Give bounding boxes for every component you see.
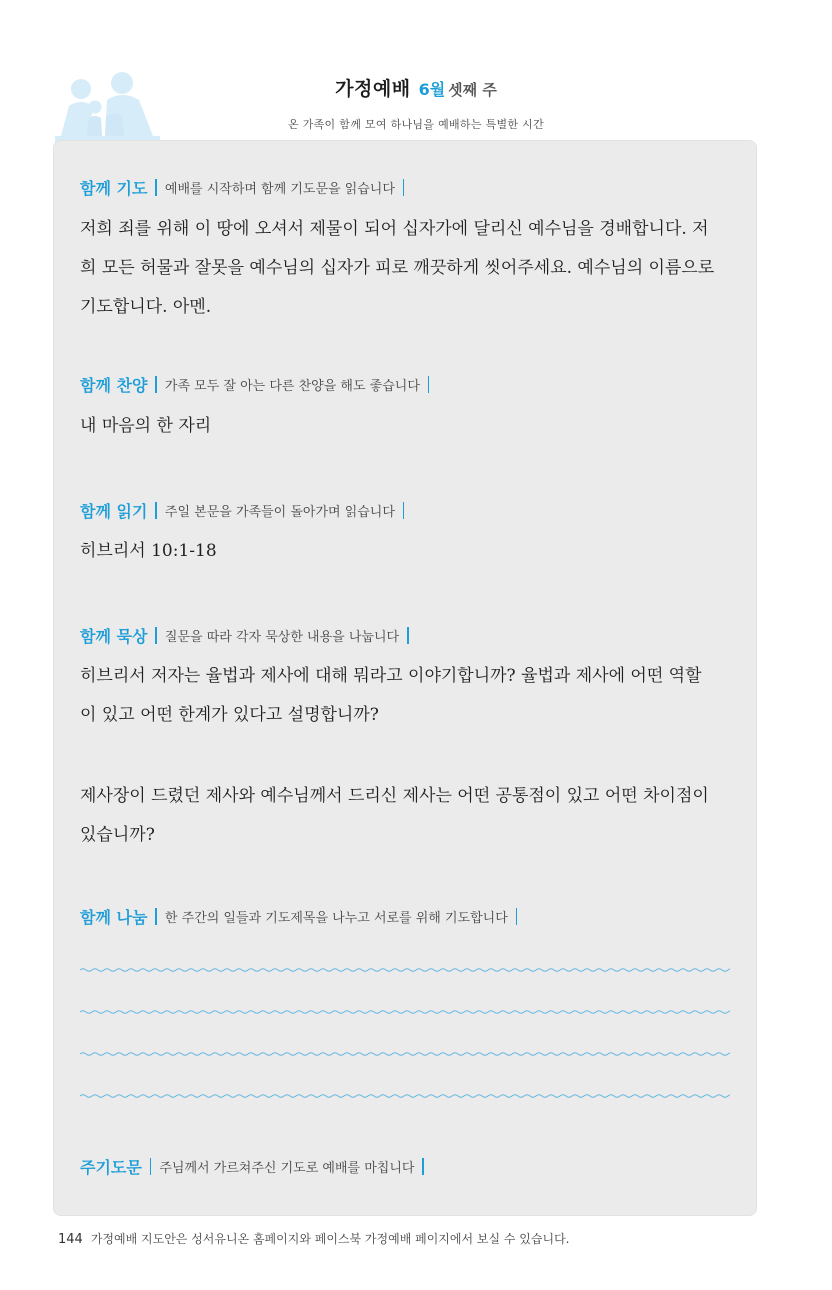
section-lords-prayer-header bbox=[80, 1156, 432, 1176]
section-title: 함께 읽기 bbox=[80, 501, 148, 521]
section-praise-header bbox=[80, 374, 437, 394]
section-title: 함께 나눔 bbox=[80, 907, 148, 927]
section-desc: 주일 본문을 가족들이 돌아가며 읽습니다 bbox=[164, 504, 395, 520]
writing-line bbox=[80, 1092, 730, 1100]
section-title: 함께 묵상 bbox=[80, 626, 148, 646]
section-meditation-header bbox=[80, 625, 417, 645]
title-week: 셋째 주 bbox=[448, 81, 497, 99]
page-subtitle: 온 가족이 함께 모여 하나님을 예배하는 특별한 시간 bbox=[287, 118, 545, 131]
page-footer bbox=[58, 1230, 569, 1247]
text-line: 제사장이 드렸던 제사와 예수님께서 드리신 제사는 어떤 공통점이 있고 어떤 차이점이 bbox=[80, 786, 709, 806]
section-reading-header bbox=[80, 500, 412, 520]
text-line: 내 마음의 한 자리 bbox=[80, 416, 212, 436]
writing-line bbox=[80, 1008, 730, 1016]
divider bbox=[403, 179, 405, 196]
praise-text bbox=[80, 407, 740, 446]
section-desc: 예배를 시작하며 함께 기도문을 읽습니다 bbox=[164, 181, 395, 197]
section-desc: 한 주간의 일들과 기도제목을 나누고 서로를 위해 기도합니다 bbox=[164, 910, 508, 926]
divider bbox=[155, 502, 157, 519]
section-desc: 주님께서 가르쳐주신 기도로 예배를 마칩니다 bbox=[159, 1160, 415, 1176]
meditation-question-2 bbox=[80, 777, 740, 855]
writing-line bbox=[80, 1050, 730, 1058]
text-line: 저희 죄를 위해 이 땅에 오셔서 제물이 되어 십자가에 달리신 예수님을 경배합니다. 저 bbox=[80, 219, 709, 239]
section-desc: 질문을 따라 각자 묵상한 내용을 나눕니다 bbox=[164, 629, 400, 645]
title-main: 가정예배 bbox=[335, 78, 411, 100]
divider bbox=[407, 627, 409, 644]
divider bbox=[403, 502, 405, 519]
divider bbox=[428, 376, 430, 393]
section-title: 함께 찬양 bbox=[80, 375, 148, 395]
section-desc: 가족 모두 잘 아는 다른 찬양을 해도 좋습니다 bbox=[164, 378, 420, 394]
text-line: 이 있고 어떤 한계가 있다고 설명합니까? bbox=[80, 705, 379, 725]
divider bbox=[516, 908, 518, 925]
reading-text bbox=[80, 532, 740, 571]
section-sharing-header bbox=[80, 906, 525, 926]
footer-note: 가정예배 지도안은 성서유니온 홈페이지와 페이스북 가정예배 페이지에서 보실 수 있습니다. bbox=[90, 1232, 570, 1246]
divider bbox=[155, 627, 157, 644]
text-line: 있습니까? bbox=[80, 825, 155, 845]
section-title: 주기도문 bbox=[80, 1157, 142, 1177]
divider bbox=[155, 908, 157, 925]
divider bbox=[150, 1158, 152, 1175]
section-title: 함께 기도 bbox=[80, 178, 148, 198]
meditation-question-1 bbox=[80, 657, 740, 735]
writing-line bbox=[80, 966, 730, 974]
page-title bbox=[0, 74, 832, 101]
divider bbox=[155, 179, 157, 196]
text-line: 희 모든 허물과 잘못을 예수님의 십자가 피로 깨끗하게 씻어주세요. 예수님의 이름으로 bbox=[80, 258, 715, 278]
text-line: 기도합니다. 아멘. bbox=[80, 297, 212, 317]
text-line: 히브리서 저자는 율법과 제사에 대해 뭐라고 이야기합니까? 율법과 제사에 어떤 역할 bbox=[80, 666, 702, 686]
page-number: 144 bbox=[58, 1232, 83, 1247]
title-month: 6월 bbox=[418, 80, 446, 99]
divider bbox=[155, 376, 157, 393]
prayer-text bbox=[80, 210, 740, 327]
text-line: 히브리서 10:1-18 bbox=[80, 541, 217, 561]
divider bbox=[422, 1158, 424, 1175]
section-prayer-header bbox=[80, 177, 412, 197]
